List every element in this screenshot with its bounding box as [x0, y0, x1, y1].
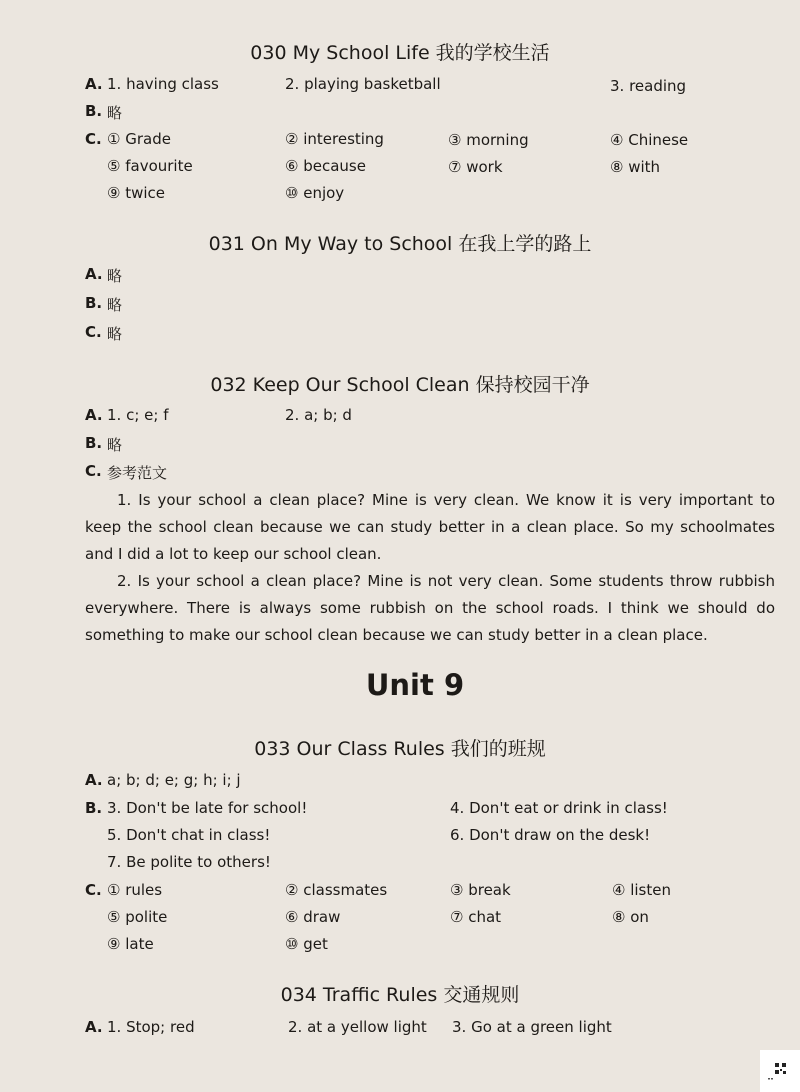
s032-para1-text: 1. Is your school a clean place? Mine is very clean. We know it is very important to keep the school clean because we can study better in a clean place. So my schoolmates and I did a lot to keep our school clean. [85, 491, 775, 563]
s033-c-item-4: ④ listen [612, 881, 671, 899]
s032-a-item-1: 1. c; e; f [107, 406, 169, 424]
section-032-heading: 032 Keep Our School Clean 保持校园干净 [210, 374, 590, 396]
s030-a-label: A. [85, 75, 103, 93]
s030-c-item-10: ⑩ enjoy [285, 184, 345, 202]
s033-c-item-9: ⑨ late [107, 935, 154, 953]
s032-para2-text: 2. Is your school a clean place? Mine is not very clean. Some students throw rubbish everywhere. There is always some rubbish on the school roads. I think we should do something to make our school clean because we can study better in a clean place. [85, 572, 775, 644]
s031-b-text: 略 [107, 296, 123, 314]
s030-c-item-3: ③ morning [448, 131, 529, 149]
s033-c-item-6: ⑥ draw [285, 908, 341, 926]
s033-a-text: a; b; d; e; g; h; i; j [107, 771, 241, 789]
s033-c-item-10: ⑩ get [285, 935, 328, 953]
s030-c-item-5: ⑤ favourite [107, 157, 193, 175]
s033-b-item-4: 4. Don't eat or drink in class! [450, 799, 668, 817]
s032-a-label: A. [85, 406, 103, 424]
s033-c-item-3: ③ break [450, 881, 511, 899]
s032-b-label: B. [85, 434, 103, 452]
s030-c-item-9: ⑨ twice [107, 184, 166, 202]
s031-c-label: C. [85, 323, 102, 341]
s032-c-label: C. [85, 462, 102, 480]
s033-b-label: B. [85, 799, 103, 817]
s033-c-item-8: ⑧ on [612, 908, 649, 926]
s033-b-item-5: 5. Don't chat in class! [107, 826, 271, 844]
s033-b-item-7: 7. Be polite to others! [107, 853, 271, 871]
s033-c-item-7: ⑦ chat [450, 908, 502, 926]
unit-title: Unit 9 [365, 668, 465, 702]
s030-b-label: B. [85, 102, 103, 120]
s033-c-item-5: ⑤ polite [107, 908, 168, 926]
s033-c-item-2: ② classmates [285, 881, 388, 899]
s030-a-item-3: 3. reading [610, 77, 687, 95]
s030-c-label: C. [85, 130, 102, 148]
s033-c-item-1: ① rules [107, 881, 163, 899]
s031-b-label: B. [85, 294, 103, 312]
s032-b-text: 略 [107, 436, 123, 454]
s033-b-item-6: 6. Don't draw on the desk! [450, 826, 651, 844]
s034-a-item-2: 2. at a yellow light [288, 1018, 427, 1036]
s030-c-item-4: ④ Chinese [610, 131, 689, 149]
s032-c-text: 参考范文 [107, 464, 168, 482]
s032-a-item-2: 2. a; b; d [285, 406, 352, 424]
s030-a-item-1: 1. having class [107, 75, 219, 93]
s034-a-item-3: 3. Go at a green light [452, 1018, 612, 1036]
s033-c-label: C. [85, 881, 102, 899]
section-034-heading: 034 Traffic Rules 交通规则 [280, 984, 520, 1006]
section-031-heading: 031 On My Way to School 在我上学的路上 [208, 233, 592, 255]
s030-b-text: 略 [107, 104, 123, 122]
s033-b-item-3: 3. Don't be late for school! [107, 799, 308, 817]
s030-c-item-2: ② interesting [285, 130, 384, 148]
s034-a-item-1: 1. Stop; red [107, 1018, 195, 1036]
section-033-heading: 033 Our Class Rules 我们的班规 [254, 738, 546, 760]
s030-a-item-2: 2. playing basketball [285, 75, 441, 93]
section-030-heading: 030 My School Life 我的学校生活 [250, 42, 550, 64]
s032-sample-essay-2 [85, 568, 775, 649]
s030-c-item-1: ① Grade [107, 130, 171, 148]
s031-a-label: A. [85, 265, 103, 283]
s030-c-item-6: ⑥ because [285, 157, 366, 175]
s031-a-text: 略 [107, 267, 123, 285]
s032-sample-essay-1 [85, 487, 775, 568]
s030-c-item-8: ⑧ with [610, 158, 661, 176]
s030-c-item-7: ⑦ work [448, 158, 503, 176]
s031-c-text: 略 [107, 325, 123, 343]
qr-code-icon [760, 1050, 800, 1092]
s033-a-label: A. [85, 771, 103, 789]
s034-a-label: A. [85, 1018, 103, 1036]
